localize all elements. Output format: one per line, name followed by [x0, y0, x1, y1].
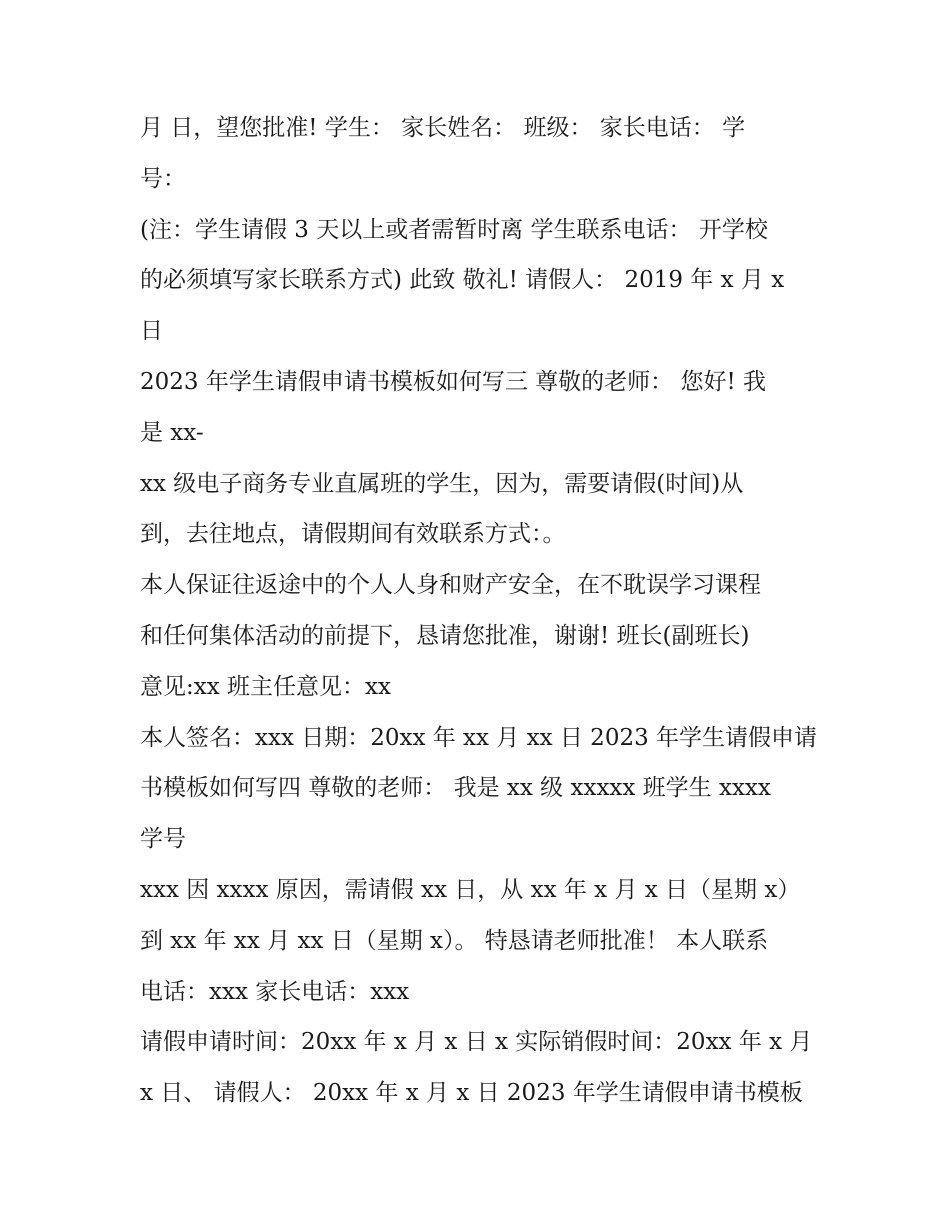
text-line: 到 xx 年 xx 月 xx 日（星期 x）。 特恳请老师批准！ 本人联系 [140, 927, 769, 954]
text-line: 到，去往地点，请假期间有效联系方式：。 [140, 521, 566, 548]
text-line: 和任何集体活动的前提下，恳请您批准，谢谢! 班长(副班长) [140, 622, 750, 649]
text-line: (注：学生请假 3 天以上或者需暂时离 学生联系电话： 开学校 [140, 216, 768, 243]
text-line: x 日、 请假人： 20xx 年 x 月 x 日 2023 年学生请假申请书模板 [140, 1080, 803, 1107]
text-line: 本人签名：xxx 日期：20xx 年 xx 月 xx 日 2023 年学生请假申请 [140, 724, 818, 751]
document-body [140, 103, 820, 1119]
text-line: 日 [140, 318, 163, 345]
text-line: xxx 因 xxxx 原因，需请假 xx 日，从 xx 年 x 月 x 日（星期 x） [140, 876, 801, 903]
text-line: 学号 [140, 826, 186, 853]
text-line: 书模板如何写四 尊敬的老师： 我是 xx 级 xxxxx 班学生 xxxx [140, 775, 771, 802]
text-line: 是 xx- [140, 419, 204, 446]
text-line: 意见:xx 班主任意见：xx [140, 673, 391, 700]
text-line: 电话：xxx 家长电话：xxx [140, 978, 410, 1005]
text-line: 的必须填写家长联系方式) 此致 敬礼! 请假人： 2019 年 x 月 x [140, 267, 785, 294]
text-line: xx 级电子商务专业直属班的学生，因为，需要请假(时间)从 [140, 470, 744, 497]
text-line: 月 日，望您批准! 学生： 家长姓名： 班级： 家长电话： 学 [140, 115, 746, 141]
text-line: 请假申请时间：20xx 年 x 月 x 日 x 实际销假时间：20xx 年 x 月 [140, 1029, 813, 1056]
text-line: 号： [140, 165, 186, 192]
text-line: 2023 年学生请假申请书模板如何写三 尊敬的老师： 您好! 我 [140, 368, 767, 395]
text-line: 本人保证往返途中的个人人身和财产安全，在不耽误学习课程 [140, 572, 761, 599]
